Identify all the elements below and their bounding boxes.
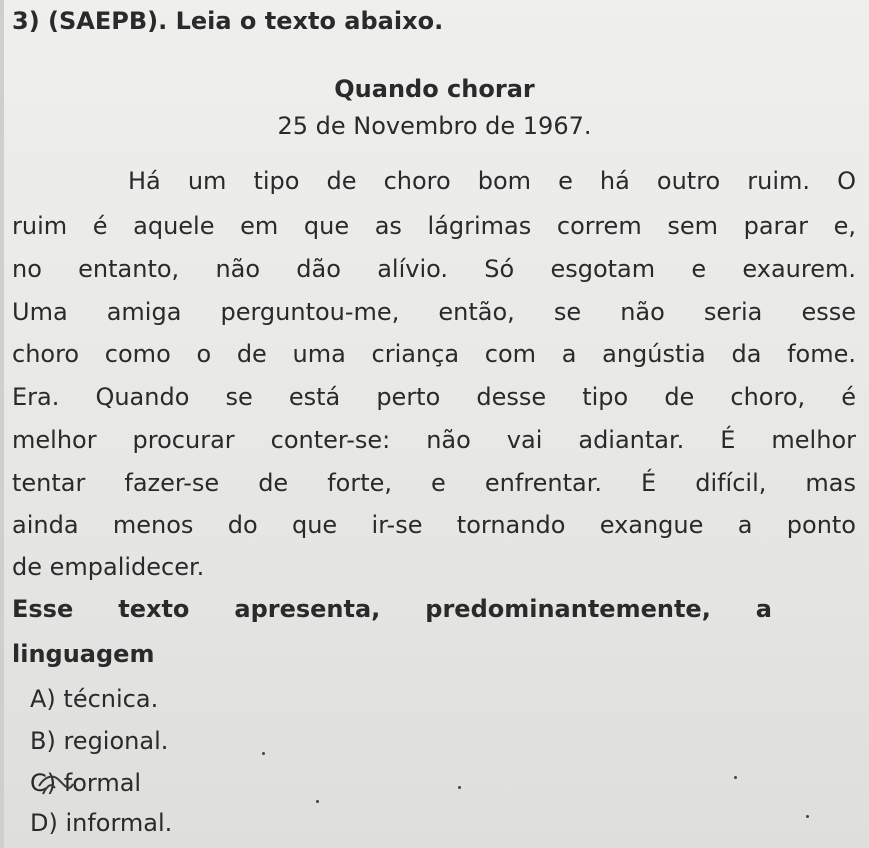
- paragraph-line: ainda menos do que ir-se tornando exangue a ponto: [12, 511, 856, 539]
- paragraph-line: no entanto, não dão alívio. Só esgotam e exaurem.: [12, 255, 856, 283]
- prompt-line: Esse texto apresenta, predominantemente, a: [12, 595, 772, 623]
- option-a[interactable]: A) técnica.: [30, 685, 159, 713]
- text-date: 25 de Novembro de 1967.: [277, 112, 592, 140]
- paragraph-line: tentar fazer-se de forte, e enfrentar. É difícil, mas: [12, 469, 856, 497]
- stray-mark: [262, 752, 265, 755]
- option-d[interactable]: D) informal.: [30, 809, 173, 837]
- paragraph-line: Uma amiga perguntou-me, então, se não seria esse: [12, 298, 856, 326]
- pen-scribble-mark: [35, 756, 75, 796]
- prompt-line: linguagem: [12, 640, 155, 668]
- text-title: Quando chorar: [334, 75, 535, 103]
- paragraph-line: de empalidecer.: [12, 553, 205, 581]
- stray-mark: [316, 800, 319, 803]
- paragraph-line: melhor procurar conter-se: não vai adiantar. É melhor: [12, 426, 856, 454]
- question-header: 3) (SAEPB). Leia o texto abaixo.: [12, 7, 444, 35]
- paragraph-line: choro como o de uma criança com a angústia da fome.: [12, 340, 856, 368]
- option-b[interactable]: B) regional.: [30, 727, 169, 755]
- stray-mark: [734, 776, 737, 779]
- stray-mark: [458, 786, 461, 789]
- paragraph-line: Era. Quando se está perto desse tipo de choro, é: [12, 383, 856, 411]
- paragraph-line: ruim é aquele em que as lágrimas correm sem parar e,: [12, 212, 856, 240]
- paragraph-line: Há um tipo de choro bom e há outro ruim. O: [128, 167, 856, 195]
- option-c[interactable]: C) formal: [30, 769, 142, 797]
- stray-mark: [806, 815, 809, 818]
